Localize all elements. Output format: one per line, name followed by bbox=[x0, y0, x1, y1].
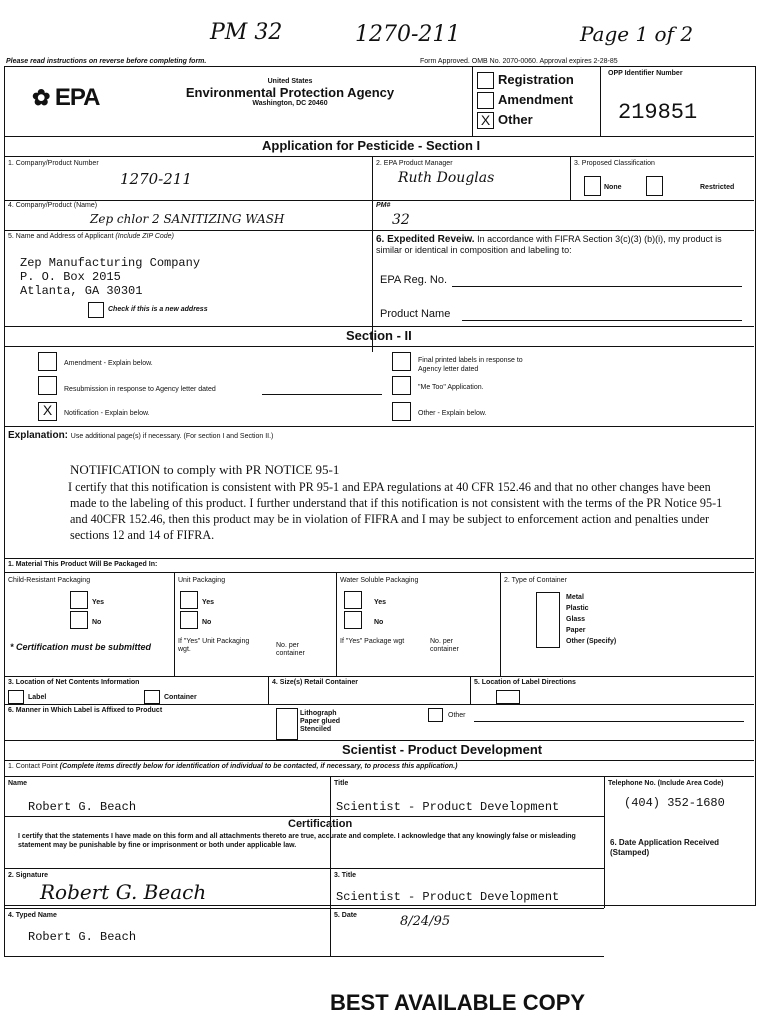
date-value: 8/24/95 bbox=[400, 914, 451, 929]
section-4-title: Scientist - Product Development bbox=[342, 742, 543, 757]
handwritten-pm: PM 32 bbox=[210, 20, 283, 45]
me-too-label: "Me Too" Application. bbox=[418, 384, 484, 391]
pm-number: 32 bbox=[392, 212, 410, 228]
class-none-label: None bbox=[604, 184, 622, 191]
child-resistant-label: Child-Resistant Packaging bbox=[8, 577, 91, 584]
typed-name: Robert G. Beach bbox=[28, 930, 137, 944]
final-printed-block: Final printed labels in response to Agency letter dated bbox=[418, 357, 523, 373]
label-directions-label: 5. Location of Label Directions bbox=[474, 679, 576, 686]
product-name-2-label: Product Name bbox=[380, 308, 451, 320]
class-restricted-checkbox[interactable] bbox=[646, 176, 663, 196]
ws-no-label: No bbox=[374, 619, 384, 626]
explanation-label: Explanation: Use additional page(s) if necessary. (For section I and Section II.) bbox=[8, 430, 274, 441]
net-container-option: Container bbox=[164, 694, 197, 701]
cr-no-label: No bbox=[92, 619, 102, 626]
epa-logo: ✿ EPA bbox=[32, 84, 100, 111]
section-2-title: Section - II bbox=[346, 328, 412, 343]
product-manager-name: Ruth Douglas bbox=[398, 170, 495, 186]
best-available-copy: BEST AVAILABLE COPY bbox=[330, 990, 586, 1015]
pm-label: PM# bbox=[376, 202, 391, 209]
net-container-checkbox[interactable] bbox=[144, 690, 160, 704]
up-no-checkbox[interactable] bbox=[180, 611, 198, 629]
up-no-label: No bbox=[202, 619, 212, 626]
phone-number: (404) 352-1680 bbox=[624, 796, 725, 810]
unit-no-per-label: No. per container bbox=[276, 642, 305, 657]
epa-reg-no-label: EPA Reg. No. bbox=[380, 274, 448, 286]
handwritten-page: Page 1 of 2 bbox=[580, 22, 694, 46]
certification-text: I certify that the statements I have made on this form and all attachments thereto are true, accurate and complete. I acknowledge that any knowingly false or misleading statement may be punishable by fine or imprisonment or both under applicable law. bbox=[18, 833, 576, 849]
me-too-checkbox[interactable] bbox=[392, 376, 411, 395]
type-container-label: 2. Type of Container bbox=[504, 577, 567, 584]
up-yes-checkbox[interactable] bbox=[180, 591, 198, 609]
net-contents-label: 3. Location of Net Contents Information bbox=[8, 679, 140, 686]
signature: Robert G. Beach bbox=[40, 880, 207, 904]
typed-name-label: 4. Typed Name bbox=[8, 912, 57, 919]
notification-label: Notification - Explain below. bbox=[64, 410, 150, 417]
manner-affixed-label: 6. Manner in Which Label is Affixed to Product bbox=[8, 707, 163, 714]
epa-flower-icon: ✿ bbox=[32, 85, 51, 110]
amendment-checkbox[interactable] bbox=[477, 92, 494, 109]
ws-yes-checkbox[interactable] bbox=[344, 591, 362, 609]
notification-title: NOTIFICATION to comply with PR NOTICE 95-1 bbox=[70, 462, 340, 477]
notification-checkbox[interactable]: X bbox=[38, 402, 57, 421]
container-type-list: Metal Plastic Glass Paper Other (Specify) bbox=[566, 594, 617, 645]
contact-point-label: 1. Contact Point (Complete items directly below for identification of individual to be contacted, if necessary, to process this application.) bbox=[8, 763, 458, 770]
section-1-title: Application for Pesticide - Section I bbox=[262, 138, 481, 153]
other-explain-label: Other - Explain below. bbox=[418, 410, 487, 417]
unit-packaging-label: Unit Packaging bbox=[178, 577, 226, 584]
pkg-wgt-label: If "Yes" Package wgt bbox=[340, 638, 405, 645]
date-received-label: 6. Date Application Received (Stamped) bbox=[610, 838, 720, 857]
material-label: 1. Material This Product Will Be Packaged In: bbox=[8, 561, 158, 568]
product-name-label: 4. Company/Product (Name) bbox=[8, 202, 98, 209]
up-yes-label: Yes bbox=[202, 599, 215, 606]
contact-name: Robert G. Beach bbox=[28, 800, 137, 814]
amendment-explain-checkbox[interactable] bbox=[38, 352, 57, 371]
date-label: 5. Date bbox=[334, 912, 357, 919]
applicant-label: 5. Name and Address of Applicant (Include ZIP Code) bbox=[8, 233, 174, 240]
other-checkbox[interactable]: X bbox=[477, 112, 494, 129]
other-label: Other bbox=[498, 112, 533, 127]
company-product-number-label: 1. Company/Product Number bbox=[8, 160, 99, 167]
notification-body: I certify that this notification is consistent with PR 95-1 and EPA regulations at 40 CFR 152.46 and that no other changes have been made to the labeling of this product. I further understand that if this notification is not consistent with the terms of the PR Notice 95-1 and 40CFR 152.46, then this product may be in violation of FIFRA and I may be subject to enforcement action and penalties under sections 12 and 14 of FIFRA. bbox=[68, 480, 723, 542]
opp-identifier-number: 219851 bbox=[618, 100, 698, 125]
unit-wgt-label: If "Yes" Unit Packaging wgt. bbox=[178, 638, 250, 653]
resubmission-label: Resubmission in response to Agency letter dated bbox=[64, 386, 216, 393]
cr-yes-checkbox[interactable] bbox=[70, 591, 88, 609]
product-name: Zep chlor 2 SANITIZING WASH bbox=[90, 212, 285, 226]
proposed-classification-label: 3. Proposed Classification bbox=[574, 160, 655, 167]
size-retail-label: 4. Size(s) Retail Container bbox=[272, 679, 358, 686]
class-restricted-label: Restricted bbox=[700, 184, 735, 191]
class-none-checkbox[interactable] bbox=[584, 176, 601, 196]
affix-options: Lithograph Paper glued Stenciled bbox=[300, 710, 341, 733]
title-2: Scientist - Product Development bbox=[336, 890, 560, 904]
water-soluble-label: Water Soluble Packaging bbox=[340, 577, 419, 584]
agency-block: United States Environmental Protection Agency Washington, DC 20460 bbox=[185, 78, 395, 107]
pkg-no-per-label: No. per container bbox=[430, 638, 459, 653]
handwritten-reg-number: 1270-211 bbox=[355, 22, 461, 47]
cr-yes-label: Yes bbox=[92, 599, 105, 606]
label-directions-box[interactable] bbox=[496, 690, 520, 704]
registration-label: Registration bbox=[498, 72, 574, 87]
contact-title: Scientist - Product Development bbox=[336, 800, 560, 814]
contact-title-label: Title bbox=[334, 780, 349, 787]
final-printed-checkbox[interactable] bbox=[392, 352, 411, 371]
company-product-number: 1270-211 bbox=[120, 170, 192, 188]
applicant-address: Zep Manufacturing Company P. O. Box 2015 Atlanta, GA 30301 bbox=[20, 256, 201, 298]
ws-no-checkbox[interactable] bbox=[344, 611, 362, 629]
certification-heading: Certification bbox=[288, 818, 353, 830]
opp-identifier-label: OPP Identifier Number bbox=[608, 70, 683, 77]
ws-yes-label: Yes bbox=[374, 599, 387, 606]
affix-other-label: Other bbox=[448, 712, 466, 719]
certification-must-note: * Certification must be submitted bbox=[10, 642, 152, 652]
amendment-label: Amendment bbox=[498, 92, 574, 107]
affix-other-checkbox[interactable] bbox=[428, 708, 443, 722]
title-2-label: 3. Title bbox=[334, 872, 357, 879]
registration-checkbox[interactable] bbox=[477, 72, 494, 89]
product-manager-label: 2. EPA Product Manager bbox=[376, 160, 453, 167]
other-explain-checkbox[interactable] bbox=[392, 402, 411, 421]
phone-label: Telephone No. (Include Area Code) bbox=[608, 780, 724, 787]
new-address-checkbox[interactable] bbox=[88, 302, 104, 318]
new-address-note: Check if this is a new address bbox=[108, 306, 208, 313]
contact-name-label: Name bbox=[8, 780, 28, 787]
container-type-box bbox=[536, 592, 560, 648]
signature-label: 2. Signature bbox=[8, 872, 49, 879]
net-label-option: Label bbox=[28, 694, 47, 701]
cr-no-checkbox[interactable] bbox=[70, 611, 88, 629]
instructions-note: Please read instructions on reverse before completing form. bbox=[6, 58, 207, 65]
resubmission-checkbox[interactable] bbox=[38, 376, 57, 395]
form-approved-note: Form Approved. OMB No. 2070-0060. Approval expires 2-28-85 bbox=[420, 58, 618, 65]
amendment-explain-label: Amendment - Explain below. bbox=[64, 360, 153, 367]
expedited-review: 6. Expedited Reveiw. In accordance with FIFRA Section 3(c)(3) (b)(i), my product is similar or identical in composition and labeling to: bbox=[376, 234, 722, 255]
net-label-checkbox[interactable] bbox=[8, 690, 24, 704]
affix-method-box[interactable] bbox=[276, 708, 298, 740]
